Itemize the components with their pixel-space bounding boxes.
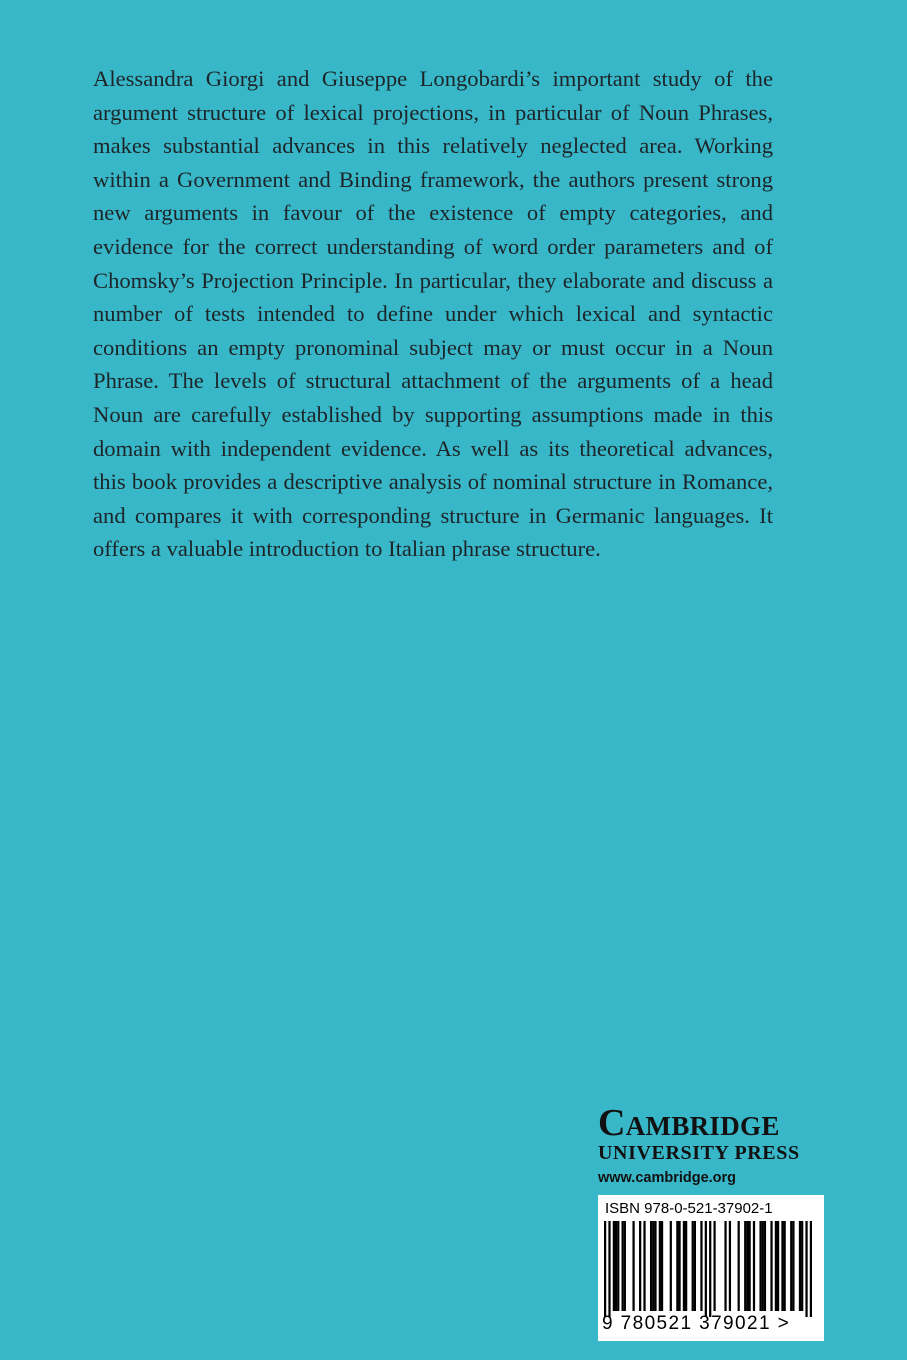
barcode-bar [683,1221,685,1311]
barcode-bar [775,1221,777,1311]
barcode-bar [805,1221,807,1317]
isbn-barcode [598,1195,824,1341]
barcode-bar [678,1221,680,1311]
barcode-bar [694,1221,696,1311]
barcode-bar [670,1221,672,1311]
barcode-bar [650,1221,652,1311]
barcode-bar [692,1221,694,1311]
barcode-bar [700,1221,702,1311]
barcode-bar [781,1221,783,1311]
barcode-bar [790,1221,792,1311]
barcode-bar [639,1221,641,1311]
barcode-bar [713,1221,715,1311]
barcode-bar [705,1221,707,1317]
barcode-bar [770,1221,772,1311]
barcode-bar [746,1221,748,1311]
barcode-bar [652,1221,654,1311]
publisher-url: www.cambridge.org [598,1170,737,1186]
barcode-bar [729,1221,731,1311]
barcode-bar [762,1221,764,1311]
barcode-digits: 9 780521 379021 > [602,1313,791,1334]
barcode-bar [777,1221,779,1311]
barcode-bar [685,1221,687,1311]
barcode-bar [661,1221,663,1311]
publisher-subtitle: UNIVERSITY PRESS [598,1142,800,1164]
barcode-bar [632,1221,634,1311]
barcode-bar [622,1221,624,1311]
barcode-bar [759,1221,761,1311]
publisher-logo [598,1104,828,1187]
barcode-bar [753,1221,755,1311]
barcode-bar [608,1221,610,1317]
barcode-bar [659,1221,661,1311]
barcode-bar [749,1221,751,1311]
barcode-bar [643,1221,645,1311]
book-description: Alessandra Giorgi and Giuseppe Longobardi’s important study of the argument structure of lexical projections, in particular of Noun Phrases, makes substantial advances in this relatively neglected area. Working within a Government and Binding framework, the authors present strong new arguments in favour of the existence of empty categories, and evidence for the correct understanding of word order parameters and of Chomsky’s Projection Principle. In particular, they elaborate and discuss a number of tests intended to define under which lexical and syntactic conditions an empty pronominal subject may or must occur in a Noun Phrase. The levels of structural attachment of the arguments of a head Noun are carefully established by supporting assumptions made in this domain with independent evidence. As well as its theoretical advances, this book provides a descriptive analysis of nominal structure in Romance, and compares it with corresponding structure in Germanic languages. It offers a valuable introduction to Italian phrase structure. [93,66,773,562]
barcode-bar [792,1221,794,1311]
barcode-bar [744,1221,746,1311]
publisher-name: Cambridge [598,1102,780,1144]
isbn-label: ISBN 978-0-521-37902-1 [605,1200,773,1217]
barcode-bar [784,1221,786,1311]
barcode-bar [613,1221,615,1311]
barcode-bar [624,1221,626,1311]
barcode-bar [676,1221,678,1311]
barcode-bar [810,1221,812,1317]
barcode-bar [617,1221,619,1311]
barcode-bar [799,1221,801,1311]
barcode-bar [654,1221,656,1311]
barcode-bar [738,1221,740,1311]
barcode-bar [764,1221,766,1311]
barcode-bar [709,1221,711,1317]
barcode-bars [604,1221,812,1317]
barcode-bar [604,1221,606,1317]
barcode-bar [801,1221,803,1311]
barcode-bar [615,1221,617,1311]
barcode-bar [724,1221,726,1311]
